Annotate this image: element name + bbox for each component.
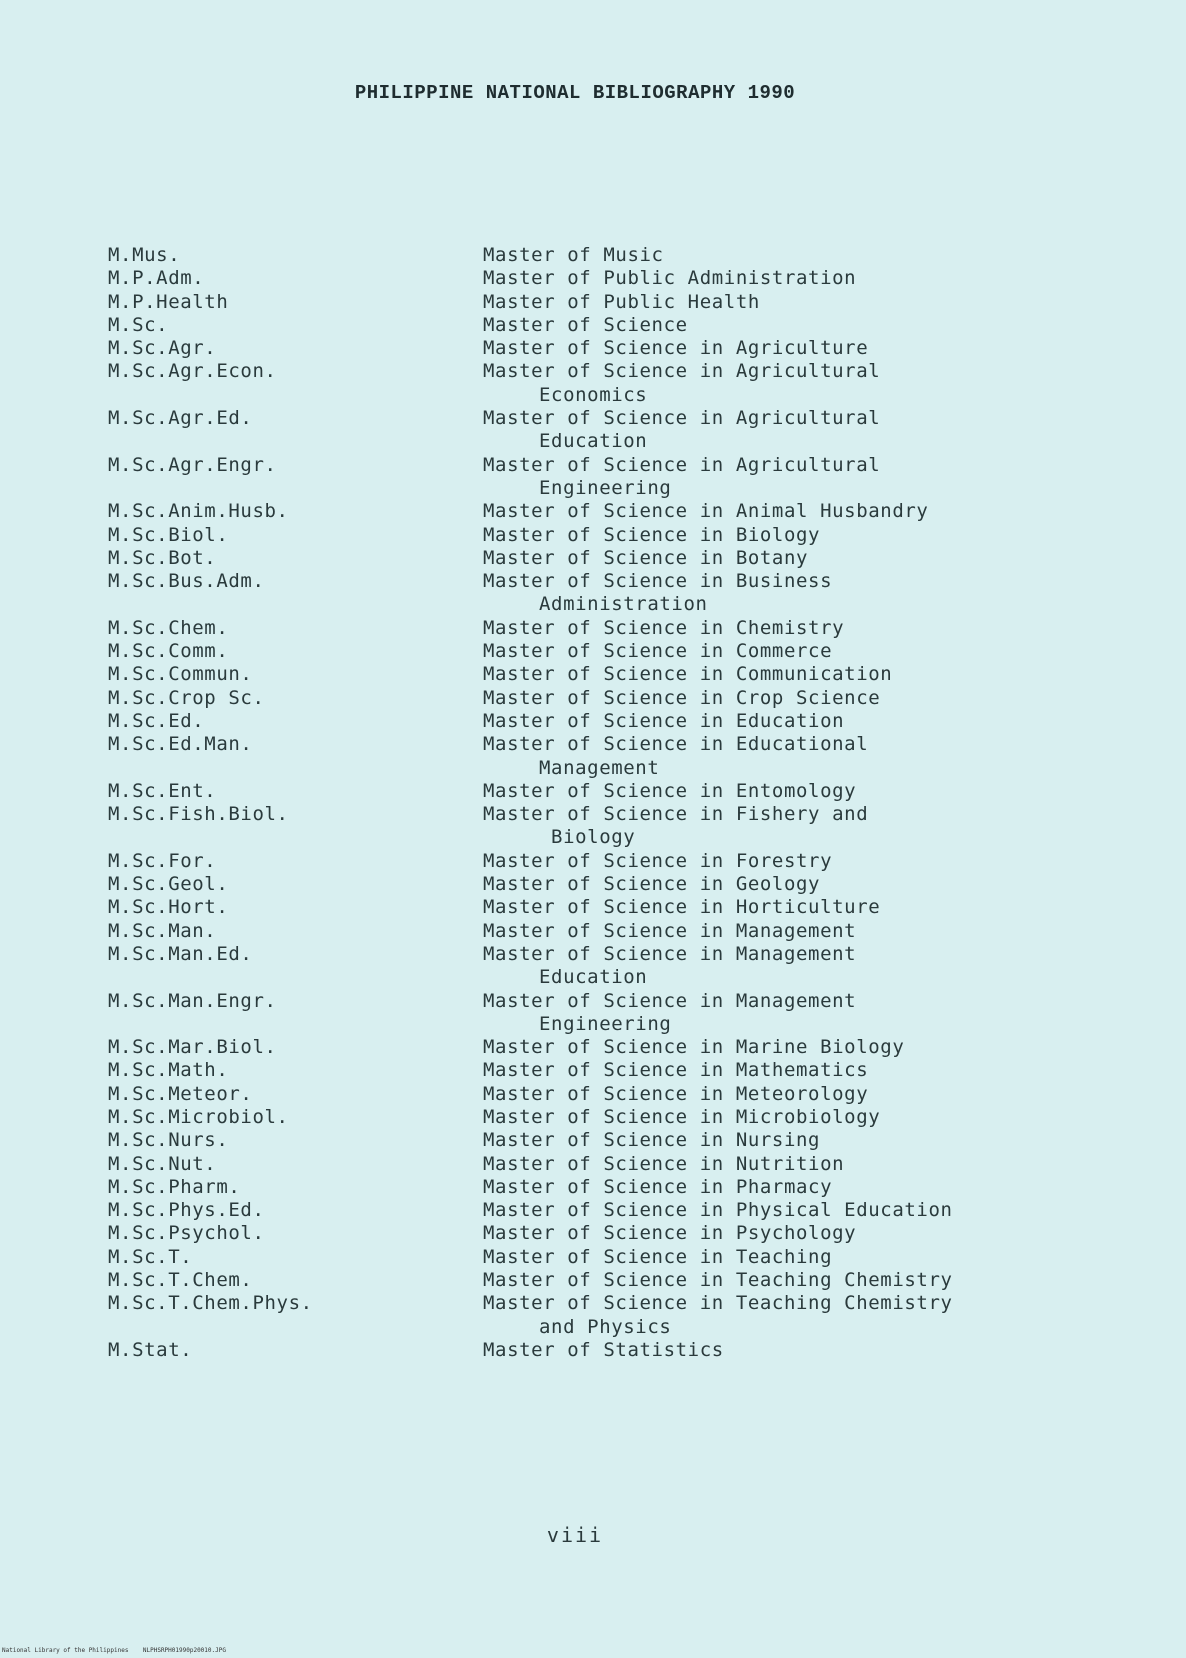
page-number: viii	[546, 1523, 604, 1547]
meaning	[483, 896, 1068, 919]
abbreviation: M.Sc.Biol.	[108, 523, 229, 546]
abbreviation: M.Sc.Man.Ed.	[108, 942, 253, 965]
list-item	[108, 1199, 1068, 1222]
meaning-text: Master of Science in Psychology	[483, 1222, 857, 1245]
meaning	[483, 454, 1068, 501]
meaning-text: Master of Science in Crop Science	[483, 686, 881, 709]
list-item	[108, 1269, 1068, 1292]
list-item	[108, 873, 1068, 896]
list-item	[108, 640, 1068, 663]
meaning	[483, 524, 1068, 547]
list-item	[108, 1129, 1068, 1152]
meaning	[483, 617, 1068, 640]
meaning-text: Master of Science in Microbiology	[483, 1105, 881, 1128]
abbreviation: M.Sc.Ed.	[108, 709, 205, 732]
abbreviation: M.Sc.Agr.Engr.	[108, 453, 277, 476]
list-item	[108, 360, 1068, 407]
meaning	[483, 1059, 1068, 1082]
list-item	[108, 500, 1068, 523]
abbreviation: M.Sc.Agr.Ed.	[108, 407, 253, 430]
meaning-text: Master of Science in Management	[483, 919, 857, 942]
abbreviation: M.Sc.T.Chem.Phys.	[108, 1292, 313, 1315]
abbreviation: M.Stat.	[108, 1338, 193, 1361]
meaning	[483, 850, 1068, 873]
meaning-text: Master of Science in Teaching	[483, 1245, 833, 1268]
meaning-text: Master of Science in Entomology	[483, 779, 857, 802]
meaning	[483, 920, 1068, 943]
abbreviation-list	[108, 244, 1068, 1362]
abbreviation: M.Sc.Math.	[108, 1059, 229, 1082]
meaning	[483, 1269, 1068, 1292]
abbreviation: M.Sc.Comm.	[108, 640, 229, 663]
list-item	[108, 617, 1068, 640]
meaning	[483, 1083, 1068, 1106]
abbreviation: M.Sc.Hort.	[108, 896, 229, 919]
meaning	[483, 780, 1068, 803]
abbreviation: M.Sc.Crop Sc.	[108, 686, 265, 709]
meaning	[483, 990, 1068, 1037]
list-item	[108, 570, 1068, 617]
abbreviation: M.Sc.Chem.	[108, 616, 229, 639]
meaning-text: Master of Science in Animal Husbandry	[483, 500, 929, 523]
list-item	[108, 407, 1068, 454]
list-item	[108, 1036, 1068, 1059]
page-title: PHILIPPINE NATIONAL BIBLIOGRAPHY 1990	[354, 82, 796, 104]
meaning-text: Master of Science in Marine Biology	[483, 1036, 905, 1059]
meaning	[483, 663, 1068, 686]
abbreviation: M.Sc.Geol.	[108, 873, 229, 896]
meaning-text: Master of Science in Educational	[483, 733, 869, 756]
meaning-continuation: Education	[539, 966, 648, 989]
meaning-continuation: Biology	[539, 826, 636, 849]
meaning-continuation: Management	[539, 756, 660, 779]
abbreviation: M.P.Adm.	[108, 267, 205, 290]
list-item	[108, 1292, 1068, 1339]
list-item	[108, 244, 1068, 267]
meaning-text: Master of Science in Teaching Chemistry	[483, 1292, 953, 1315]
meaning-text: Master of Science in Meteorology	[483, 1082, 869, 1105]
meaning	[483, 1129, 1068, 1152]
meaning-text: Master of Public Health	[483, 290, 760, 313]
list-item	[108, 1106, 1068, 1129]
meaning-continuation: Engineering	[539, 476, 672, 499]
meaning-text: Master of Science in Geology	[483, 873, 821, 896]
list-item	[108, 524, 1068, 547]
list-item	[108, 547, 1068, 570]
abbreviation: M.Sc.Psychol.	[108, 1222, 265, 1245]
meaning-text: Master of Science in Teaching Chemistry	[483, 1269, 953, 1292]
list-item	[108, 850, 1068, 873]
list-item	[108, 1059, 1068, 1082]
list-item	[108, 267, 1068, 290]
list-item	[108, 803, 1068, 850]
meaning	[483, 547, 1068, 570]
meaning-text: Master of Science in Physical Education	[483, 1199, 953, 1222]
meaning	[483, 337, 1068, 360]
list-item	[108, 990, 1068, 1037]
meaning-continuation: Engineering	[539, 1012, 672, 1035]
meaning	[483, 733, 1068, 780]
meaning	[483, 1222, 1068, 1245]
list-item	[108, 943, 1068, 990]
meaning-text: Master of Science in Biology	[483, 523, 821, 546]
abbreviation: M.Sc.T.Chem.	[108, 1269, 253, 1292]
list-item	[108, 454, 1068, 501]
list-item	[108, 710, 1068, 733]
abbreviation: M.Sc.Ed.Man.	[108, 733, 253, 756]
meaning-text: Master of Music	[483, 244, 664, 266]
meaning-text: Master of Science in Commerce	[483, 640, 833, 663]
meaning-continuation: Economics	[539, 383, 648, 406]
abbreviation: M.Sc.T.	[108, 1245, 193, 1268]
list-item	[108, 1339, 1068, 1362]
list-item	[108, 1246, 1068, 1269]
meaning	[483, 267, 1068, 290]
meaning	[483, 1339, 1068, 1362]
abbreviation: M.Sc.Mar.Biol.	[108, 1036, 277, 1059]
abbreviation: M.Sc.Fish.Biol.	[108, 803, 289, 826]
meaning	[483, 873, 1068, 896]
meaning-text: Master of Science in Mathematics	[483, 1059, 869, 1082]
abbreviation: M.Sc.Man.Engr.	[108, 989, 277, 1012]
meaning	[483, 1153, 1068, 1176]
meaning-continuation: Education	[539, 430, 648, 453]
list-item	[108, 896, 1068, 919]
abbreviation: M.Sc.Microbiol.	[108, 1105, 289, 1128]
meaning	[483, 943, 1068, 990]
meaning-text: Master of Science in Agricultural	[483, 407, 881, 430]
meaning	[483, 1176, 1068, 1199]
meaning-text: Master of Science in Management	[483, 942, 857, 965]
meaning-text: Master of Science in Nursing	[483, 1129, 821, 1152]
abbreviation: M.Sc.Phys.Ed.	[108, 1199, 265, 1222]
list-item	[108, 314, 1068, 337]
meaning-text: Master of Science in Horticulture	[483, 896, 881, 919]
abbreviation: M.Sc.For.	[108, 849, 217, 872]
list-item	[108, 1222, 1068, 1245]
abbreviation: M.P.Health	[108, 290, 229, 313]
meaning-text: Master of Statistics	[483, 1338, 724, 1361]
list-item	[108, 291, 1068, 314]
meaning	[483, 360, 1068, 407]
list-item	[108, 1153, 1068, 1176]
abbreviation: M.Sc.Agr.	[108, 337, 217, 360]
abbreviation: M.Sc.Commun.	[108, 663, 253, 686]
meaning-text: Master of Science in Management	[483, 989, 857, 1012]
meaning	[483, 500, 1068, 523]
meaning	[483, 803, 1068, 850]
meaning	[483, 291, 1068, 314]
list-item	[108, 1176, 1068, 1199]
meaning-continuation: Administration	[539, 593, 708, 616]
meaning-text: Master of Science in Agricultural	[483, 360, 881, 383]
meaning-text: Master of Science in Pharmacy	[483, 1175, 833, 1198]
meaning-text: Master of Science in Botany	[483, 546, 809, 569]
meaning	[483, 1246, 1068, 1269]
meaning-continuation: and Physics	[539, 1315, 672, 1338]
meaning	[483, 314, 1068, 337]
list-item	[108, 733, 1068, 780]
list-item	[108, 1083, 1068, 1106]
abbreviation: M.Sc.Nurs.	[108, 1129, 229, 1152]
abbreviation: M.Sc.Nut.	[108, 1152, 217, 1175]
meaning	[483, 1199, 1068, 1222]
abbreviation: M.Mus.	[108, 244, 181, 266]
meaning	[483, 710, 1068, 733]
abbreviation: M.Sc.Pharm.	[108, 1175, 241, 1198]
meaning	[483, 244, 1068, 267]
meaning-text: Master of Science in Agricultural	[483, 453, 881, 476]
abbreviation: M.Sc.Ent.	[108, 779, 217, 802]
list-item	[108, 663, 1068, 686]
scan-credit: National Library of the Philippines NLPHSRPH01990p20010.JPG	[2, 1647, 226, 1654]
meaning	[483, 640, 1068, 663]
meaning-text: Master of Science in Fishery and	[483, 803, 869, 826]
meaning	[483, 570, 1068, 617]
abbreviation: M.Sc.Man.	[108, 919, 217, 942]
list-item	[108, 687, 1068, 710]
meaning-text: Master of Science in Business	[483, 570, 833, 593]
abbreviation: M.Sc.Bus.Adm.	[108, 570, 265, 593]
meaning-text: Master of Science in Nutrition	[483, 1152, 845, 1175]
meaning-text: Master of Science in Forestry	[483, 849, 833, 872]
abbreviation: M.Sc.Meteor.	[108, 1082, 253, 1105]
abbreviation: M.Sc.Anim.Husb.	[108, 500, 289, 523]
meaning	[483, 1106, 1068, 1129]
meaning-text: Master of Public Administration	[483, 267, 857, 290]
abbreviation: M.Sc.Agr.Econ.	[108, 360, 277, 383]
meaning-text: Master of Science in Agriculture	[483, 337, 869, 360]
meaning	[483, 1036, 1068, 1059]
meaning	[483, 407, 1068, 454]
abbreviation: M.Sc.	[108, 313, 169, 336]
meaning	[483, 687, 1068, 710]
meaning	[483, 1292, 1068, 1339]
list-item	[108, 780, 1068, 803]
meaning-text: Master of Science in Communication	[483, 663, 893, 686]
meaning-text: Master of Science in Education	[483, 709, 845, 732]
abbreviation: M.Sc.Bot.	[108, 546, 217, 569]
list-item	[108, 337, 1068, 360]
meaning-text: Master of Science in Chemistry	[483, 616, 845, 639]
meaning-text: Master of Science	[483, 313, 688, 336]
list-item	[108, 920, 1068, 943]
